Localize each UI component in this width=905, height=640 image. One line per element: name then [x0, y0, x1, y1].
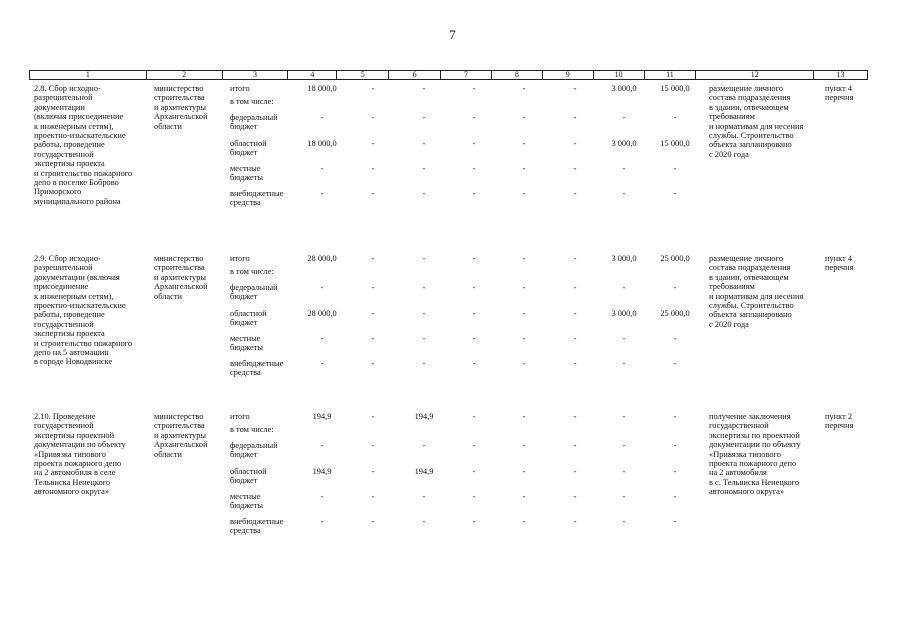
- column-header-row: [29, 70, 868, 80]
- funding-value: -: [622, 492, 626, 501]
- column-header-8: 8: [492, 71, 543, 79]
- funding-source-label: областной бюджет: [230, 139, 267, 158]
- measure-name: 2.8. Сбор исходно- разрешительной документации (включая присоединение к инженерным сетям), проектно-изыскательские работы, проведение государственной экспертизы проекта и строительство пожарного депо в поселке Боброво Приморского муниципального района: [34, 84, 133, 206]
- funding-value: -: [422, 164, 426, 173]
- funding-value: -: [522, 254, 526, 263]
- funding-value: -: [472, 309, 476, 318]
- funding-value: -: [522, 164, 526, 173]
- funding-value: -: [371, 309, 375, 318]
- funding-value: -: [673, 492, 677, 501]
- column-header-4: 4: [288, 71, 337, 79]
- funding-value: -: [422, 517, 426, 526]
- funding-value: -: [422, 283, 426, 292]
- funding-value: -: [472, 334, 476, 343]
- funding-value: -: [371, 84, 375, 93]
- funding-value: -: [371, 283, 375, 292]
- funding-value: -: [673, 283, 677, 292]
- funding-value: -: [371, 254, 375, 263]
- funding-value: -: [573, 334, 577, 343]
- funding-source-label: итого: [230, 412, 250, 421]
- funding-value: -: [422, 441, 426, 450]
- funding-value: -: [573, 467, 577, 476]
- funding-value: 18 000,0: [307, 84, 337, 93]
- funding-value: 25 000,0: [660, 309, 690, 318]
- funding-source-label: внебюджетные средства: [230, 359, 284, 378]
- funding-value: -: [422, 189, 426, 198]
- funding-value: -: [522, 139, 526, 148]
- funding-value: -: [573, 441, 577, 450]
- funding-value: -: [522, 334, 526, 343]
- column-header-11: 11: [645, 71, 697, 79]
- funding-value: 194,9: [414, 412, 434, 421]
- measure-name: 2.10. Проведение государственной экспертизы проектной документации по объекту «Привязка типового проекта пожарного депо на 2 автомобиля в селе Тельвиска Ненецкого автономного округа»: [34, 412, 126, 497]
- funding-value: -: [522, 84, 526, 93]
- funding-value: -: [472, 139, 476, 148]
- funding-value: 18 000,0: [307, 139, 337, 148]
- funding-value: -: [573, 113, 577, 122]
- column-header-3: 3: [223, 71, 289, 79]
- funding-value: -: [573, 139, 577, 148]
- funding-value: -: [320, 164, 324, 173]
- task-link: пункт 2 перечня: [825, 412, 854, 431]
- funding-value: -: [673, 412, 677, 421]
- funding-value: -: [472, 412, 476, 421]
- funding-value: -: [622, 334, 626, 343]
- column-header-13: 13: [836, 70, 845, 79]
- funding-value: -: [371, 492, 375, 501]
- funding-value: 28 000,0: [307, 309, 337, 318]
- funding-value: -: [573, 164, 577, 173]
- funding-value: -: [522, 492, 526, 501]
- executor: министерство строительства и архитектуры Архангельской области: [154, 84, 208, 131]
- expected-result: получение заключения государственной экспертизы по проектной документации по объекту «Привязка типового проекта пожарного депо на 2 автомобиля в с. Тельвиска Ненецкого автономного округа»: [709, 412, 801, 497]
- column-header-9: 9: [543, 71, 594, 79]
- funding-value: 25 000,0: [660, 254, 690, 263]
- funding-value: 15 000,0: [660, 84, 690, 93]
- funding-value: -: [622, 517, 626, 526]
- funding-value: -: [622, 113, 626, 122]
- funding-value: -: [472, 164, 476, 173]
- funding-value: -: [622, 467, 626, 476]
- funding-value: 3 000,0: [611, 84, 637, 93]
- funding-value: 15 000,0: [660, 139, 690, 148]
- funding-value: -: [573, 283, 577, 292]
- column-header-10: 10: [594, 71, 645, 79]
- funding-value: -: [573, 254, 577, 263]
- funding-value: -: [422, 113, 426, 122]
- funding-value: -: [622, 283, 626, 292]
- funding-value: -: [422, 309, 426, 318]
- funding-value: -: [673, 189, 677, 198]
- funding-value: -: [320, 113, 324, 122]
- funding-value: 194,9: [312, 412, 332, 421]
- funding-source-label: внебюджетные средства: [230, 189, 284, 208]
- funding-value: -: [673, 517, 677, 526]
- funding-source-label: местные бюджеты: [230, 164, 264, 183]
- funding-value: -: [472, 441, 476, 450]
- funding-value: -: [573, 189, 577, 198]
- funding-value: -: [320, 189, 324, 198]
- funding-value: -: [472, 492, 476, 501]
- funding-value: -: [422, 334, 426, 343]
- funding-value: -: [472, 359, 476, 368]
- funding-source-label: областной бюджет: [230, 467, 267, 486]
- funding-value: -: [573, 412, 577, 421]
- funding-value: -: [573, 492, 577, 501]
- funding-value: -: [673, 334, 677, 343]
- funding-value: -: [673, 441, 677, 450]
- funding-value: -: [673, 467, 677, 476]
- funding-value: -: [472, 283, 476, 292]
- column-header-6: 6: [389, 71, 441, 79]
- funding-value: -: [573, 309, 577, 318]
- executor: министерство строительства и архитектуры Архангельской области: [154, 254, 208, 301]
- funding-value: -: [522, 359, 526, 368]
- funding-value: -: [673, 359, 677, 368]
- funding-value: 194,9: [414, 467, 434, 476]
- funding-value: 194,9: [312, 467, 332, 476]
- funding-value: -: [371, 517, 375, 526]
- funding-value: -: [573, 359, 577, 368]
- funding-source-label: федеральный бюджет: [230, 113, 278, 132]
- funding-value: 3 000,0: [611, 254, 637, 263]
- funding-value: -: [320, 441, 324, 450]
- funding-value: -: [320, 517, 324, 526]
- funding-source-label: в том числе:: [230, 97, 274, 106]
- funding-value: -: [622, 359, 626, 368]
- funding-value: -: [422, 84, 426, 93]
- expected-result: размещение личного состава подразделения в здании, отвечающем требованиям и нормативам для несения службы. Строительство объекта запланировано с 2020 года: [709, 84, 804, 159]
- executor: министерство строительства и архитектуры Архангельской области: [154, 412, 208, 459]
- column-header-5: 5: [337, 71, 389, 79]
- funding-value: -: [371, 189, 375, 198]
- funding-value: -: [422, 492, 426, 501]
- funding-value: -: [371, 412, 375, 421]
- funding-source-label: местные бюджеты: [230, 334, 264, 353]
- funding-source-label: федеральный бюджет: [230, 283, 278, 302]
- funding-value: -: [320, 359, 324, 368]
- funding-value: -: [472, 113, 476, 122]
- funding-value: -: [371, 467, 375, 476]
- measure-name: 2.9. Сбор исходно- разрешительной документации (включая присоединение к инженерным сетям), проектно-изыскательские работы, проведение государственной экспертизы проекта и строительство пожарного депо на 5 автомашин в городе Новодвинске: [34, 254, 133, 367]
- funding-value: -: [371, 359, 375, 368]
- funding-value: -: [371, 334, 375, 343]
- funding-value: -: [522, 283, 526, 292]
- funding-source-label: внебюджетные средства: [230, 517, 284, 536]
- funding-value: -: [371, 113, 375, 122]
- funding-value: -: [522, 441, 526, 450]
- funding-value: -: [622, 189, 626, 198]
- funding-value: 3 000,0: [611, 139, 637, 148]
- funding-value: -: [472, 84, 476, 93]
- page-number: 7: [449, 27, 456, 42]
- column-header-12: 12: [696, 71, 814, 79]
- funding-value: 3 000,0: [611, 309, 637, 318]
- funding-value: -: [320, 283, 324, 292]
- funding-value: -: [522, 189, 526, 198]
- funding-value: -: [622, 441, 626, 450]
- funding-value: -: [320, 492, 324, 501]
- task-link: пункт 4 перечня: [825, 84, 854, 103]
- funding-value: -: [622, 164, 626, 173]
- funding-value: -: [472, 467, 476, 476]
- funding-value: -: [422, 254, 426, 263]
- funding-value: -: [371, 441, 375, 450]
- funding-value: -: [573, 517, 577, 526]
- funding-value: -: [522, 467, 526, 476]
- funding-value: -: [472, 517, 476, 526]
- expected-result: размещение личного состава подразделения в здании, отвечающем требованиям и нормативам для несения службы. Строительство объекта запланировано с 2020 года: [709, 254, 804, 329]
- funding-source-label: итого: [230, 254, 250, 263]
- funding-value: -: [422, 139, 426, 148]
- column-header-2: 2: [147, 71, 223, 79]
- funding-value: -: [622, 412, 626, 421]
- column-header-7: 7: [441, 71, 492, 79]
- funding-value: -: [673, 113, 677, 122]
- funding-value: -: [320, 334, 324, 343]
- funding-source-label: в том числе:: [230, 267, 274, 276]
- funding-value: -: [522, 309, 526, 318]
- funding-value: 28 000,0: [307, 254, 337, 263]
- funding-value: -: [472, 189, 476, 198]
- funding-value: -: [673, 164, 677, 173]
- funding-value: -: [371, 139, 375, 148]
- funding-value: -: [522, 412, 526, 421]
- column-header-1: 1: [30, 71, 147, 79]
- funding-value: -: [472, 254, 476, 263]
- funding-source-label: местные бюджеты: [230, 492, 264, 511]
- funding-value: -: [573, 84, 577, 93]
- funding-source-label: областной бюджет: [230, 309, 267, 328]
- funding-value: -: [522, 113, 526, 122]
- funding-value: -: [522, 517, 526, 526]
- funding-source-label: федеральный бюджет: [230, 441, 278, 460]
- funding-value: -: [422, 359, 426, 368]
- funding-value: -: [371, 164, 375, 173]
- funding-source-label: в том числе:: [230, 425, 274, 434]
- task-link: пункт 4 перечня: [825, 254, 854, 273]
- funding-source-label: итого: [230, 84, 250, 93]
